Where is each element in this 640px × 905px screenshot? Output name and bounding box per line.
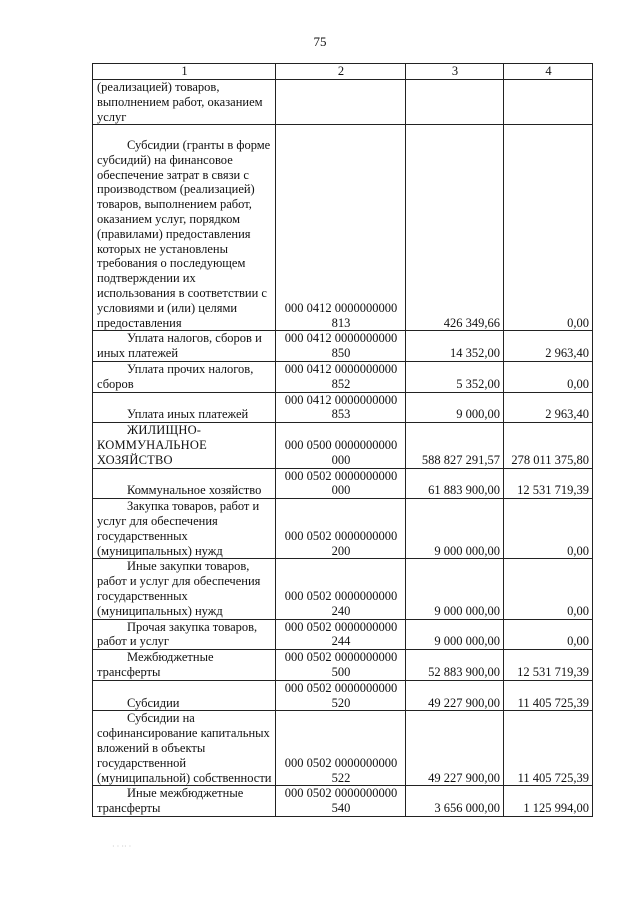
row-code: 000 0502 0000000000 540 [276, 786, 406, 817]
row-fact: 12 531 719,39 [504, 650, 593, 681]
row-plan: 9 000 000,00 [406, 559, 504, 619]
row-plan: 52 883 900,00 [406, 650, 504, 681]
row-plan: 9 000 000,00 [406, 499, 504, 559]
row-plan: 49 227 900,00 [406, 711, 504, 786]
row-plan: 9 000,00 [406, 392, 504, 423]
column-header-3: 3 [406, 64, 504, 80]
row-name-cell [93, 619, 276, 650]
row-code: 000 0412 0000000000 850 [276, 331, 406, 362]
row-name-cell [93, 650, 276, 681]
row-code: 000 0502 0000000000 244 [276, 619, 406, 650]
row-plan: 426 349,66 [406, 125, 504, 331]
table-row [93, 125, 593, 331]
row-name: Иные закупки товаров, работ и услуг для обеспечения государственных (муниципальных) нужд [97, 559, 261, 618]
row-name: Прочая закупка товаров, работ и услуг [97, 619, 258, 649]
row-fact: 0,00 [504, 499, 593, 559]
row-plan: 588 827 291,57 [406, 423, 504, 468]
row-fact: 0,00 [504, 361, 593, 392]
table-row [93, 680, 593, 711]
row-name: Коммунальное хозяйство [127, 483, 262, 498]
row-name: ЖИЛИЩНО-КОММУНАЛЬНОЕ ХОЗЯЙСТВО [97, 423, 207, 467]
row-name: Закупка товаров, работ и услуг для обеспечения государственных (муниципальных) нужд [97, 499, 260, 558]
row-code: 000 0502 0000000000 522 [276, 711, 406, 786]
table-row [93, 361, 593, 392]
row-fact: 1 125 994,00 [504, 786, 593, 817]
row-plan: 14 352,00 [406, 331, 504, 362]
row-plan: 3 656 000,00 [406, 786, 504, 817]
row-fact: 2 963,40 [504, 331, 593, 362]
row-code: 000 0412 0000000000 813 [276, 125, 406, 331]
row-name-cell [93, 499, 276, 559]
row-name: Уплата прочих налогов, сборов [97, 361, 254, 391]
table-row [93, 468, 593, 499]
row-name: Межбюджетные трансферты [97, 650, 214, 679]
row-name-cell [93, 392, 276, 423]
row-plan: 9 000 000,00 [406, 619, 504, 650]
table-row [93, 619, 593, 650]
row-name-cell [93, 559, 276, 619]
row-name-cell [93, 423, 276, 468]
row-code: 000 0502 0000000000 240 [276, 559, 406, 619]
row-code: 000 0500 0000000000 000 [276, 423, 406, 468]
table-header [93, 64, 593, 80]
row-fact: 0,00 [504, 619, 593, 650]
row-code: 000 0502 0000000000 200 [276, 499, 406, 559]
row-code: 000 0412 0000000000 852 [276, 361, 406, 392]
row-name: Субсидии [127, 695, 180, 710]
row-code: 000 0412 0000000000 853 [276, 392, 406, 423]
table-row [93, 650, 593, 681]
page-number: 75 [313, 34, 327, 49]
table-row [93, 499, 593, 559]
row-name: Уплата налогов, сборов и иных платежей [97, 331, 262, 361]
scan-artifact: · · ·· · [112, 842, 132, 851]
table-row [93, 711, 593, 786]
column-header-4: 4 [504, 64, 593, 80]
row-fact [504, 80, 593, 125]
row-name: Субсидии на софинансирование капитальных вложений в объекты государственной (муниципальной) собственности [97, 711, 272, 785]
row-code [276, 80, 406, 125]
row-plan: 5 352,00 [406, 361, 504, 392]
row-code: 000 0502 0000000000 000 [276, 468, 406, 499]
table-row [93, 392, 593, 423]
row-fact: 11 405 725,39 [504, 680, 593, 711]
row-name-cell [93, 361, 276, 392]
row-fact: 0,00 [504, 559, 593, 619]
row-name: Уплата иных платежей [127, 407, 249, 422]
row-fact: 11 405 725,39 [504, 711, 593, 786]
row-name: Иные межбюджетные трансферты [97, 786, 244, 816]
row-name-cell [93, 125, 276, 331]
column-header-2: 2 [276, 64, 406, 80]
row-name-cell [93, 468, 276, 499]
table-row [93, 786, 593, 817]
row-plan [406, 80, 504, 125]
row-name-cell [93, 331, 276, 362]
column-header-1: 1 [93, 64, 276, 80]
row-code: 000 0502 0000000000 500 [276, 650, 406, 681]
row-code: 000 0502 0000000000 520 [276, 680, 406, 711]
row-plan: 49 227 900,00 [406, 680, 504, 711]
row-name: (реализацией) товаров, выполнением работ, оказанием услуг [93, 80, 276, 125]
row-fact: 278 011 375,80 [504, 423, 593, 468]
row-name-cell [93, 786, 276, 817]
row-fact: 2 963,40 [504, 392, 593, 423]
row-fact: 0,00 [504, 125, 593, 331]
row-name-cell [93, 680, 276, 711]
budget-table [92, 63, 593, 817]
row-name-cell [93, 711, 276, 786]
row-fact: 12 531 719,39 [504, 468, 593, 499]
table-row [93, 559, 593, 619]
row-name: Субсидии (гранты в форме субсидий) на финансовое обеспечение затрат в связи с производством (реализацией) товаров, выполнением работ, оказанием услуг, порядком (правилами) предоставления которых не установлены требования о последующем подтверждении их использования в соответствии с условиями и (или) целями предоставления [97, 138, 271, 330]
table-row [93, 331, 593, 362]
table-row [93, 423, 593, 468]
row-plan: 61 883 900,00 [406, 468, 504, 499]
table-row [93, 80, 593, 125]
